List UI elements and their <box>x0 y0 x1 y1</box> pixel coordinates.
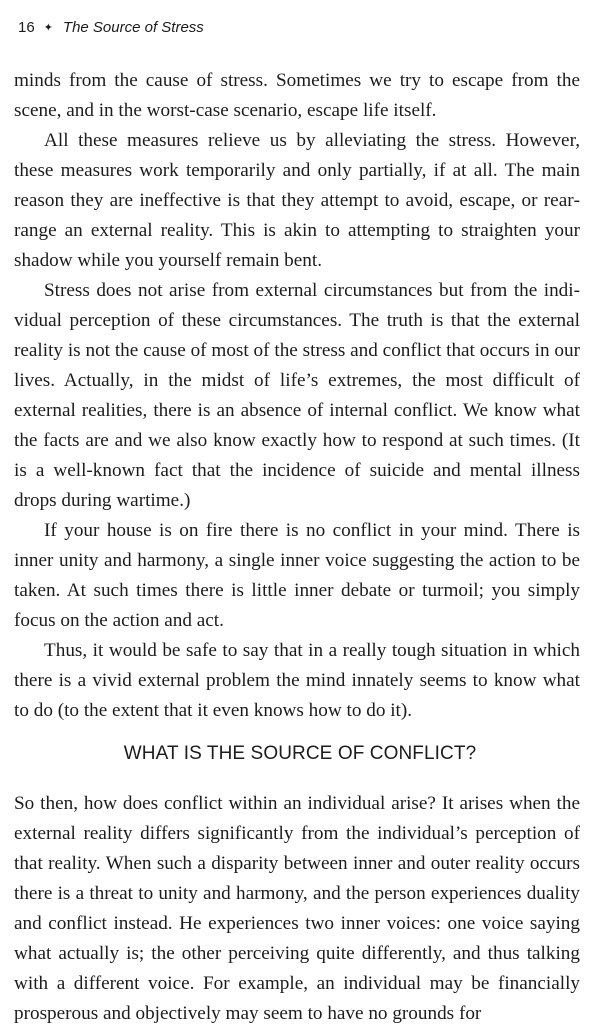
section-heading: WHAT IS THE SOURCE OF CONFLICT? <box>123 743 477 764</box>
running-head <box>18 18 204 39</box>
paragraph: All these measures relieve us by alleviating the stress. However, these measures work temporarily and only partially, if at all. The main reason they are ineffective is that they attempt to avoid, escape, or rearrange an external reality. This is akin to attempting to straighten your shadow while you yourself remain bent. <box>14 130 580 271</box>
ornament-icon: ✦ <box>43 22 53 34</box>
paragraph: Thus, it would be safe to say that in a really tough situation in which there is a vivid external problem the mind innately seems to know what to do (to the extent that it even knows how to do it). <box>14 640 580 721</box>
body-text-top <box>14 66 580 726</box>
paragraph-first: So then, how does conflict within an individual arise? It arises when the external reality differs significantly from the individual’s perception of that reality. When such a disparity between inner and outer reality occurs there is a threat to unity and harmony, and the person experiences duality and conflict instead. He experiences two inner voices: one voice saying what actually is; the other perceiving quite differently, and thus talking with a different voice. For example, an individual may be financially prosperous and objectively may seem to have no grounds for <box>14 793 580 1024</box>
body-text-bottom <box>14 789 580 1029</box>
paragraph: Stress does not arise from external circumstances but from the individual perception of these circumstances. The truth is that the external reality is not the cause of most of the stress and conflict that occurs in our lives. Actually, in the midst of life’s extremes, the most difficult of external realities, there is an absence of internal conflict. We know what the facts are and we also know exactly how to respond at such times. (It is a well-known fact that the incidence of suicide and mental illness drops during wartime.) <box>14 280 580 511</box>
paragraph-continued: minds from the cause of stress. Sometimes we try to escape from the scene, and in the worst-case scenario, escape life itself. <box>14 70 580 121</box>
paragraph: If your house is on fire there is no conflict in your mind. There is inner unity and harmony, a single inner voice suggesting the action to be taken. At such times there is little inner debate or turmoil; you simply focus on the action and act. <box>14 520 580 631</box>
running-head-title: The Source of Stress <box>62 19 204 36</box>
page-number: 16 <box>18 19 35 36</box>
